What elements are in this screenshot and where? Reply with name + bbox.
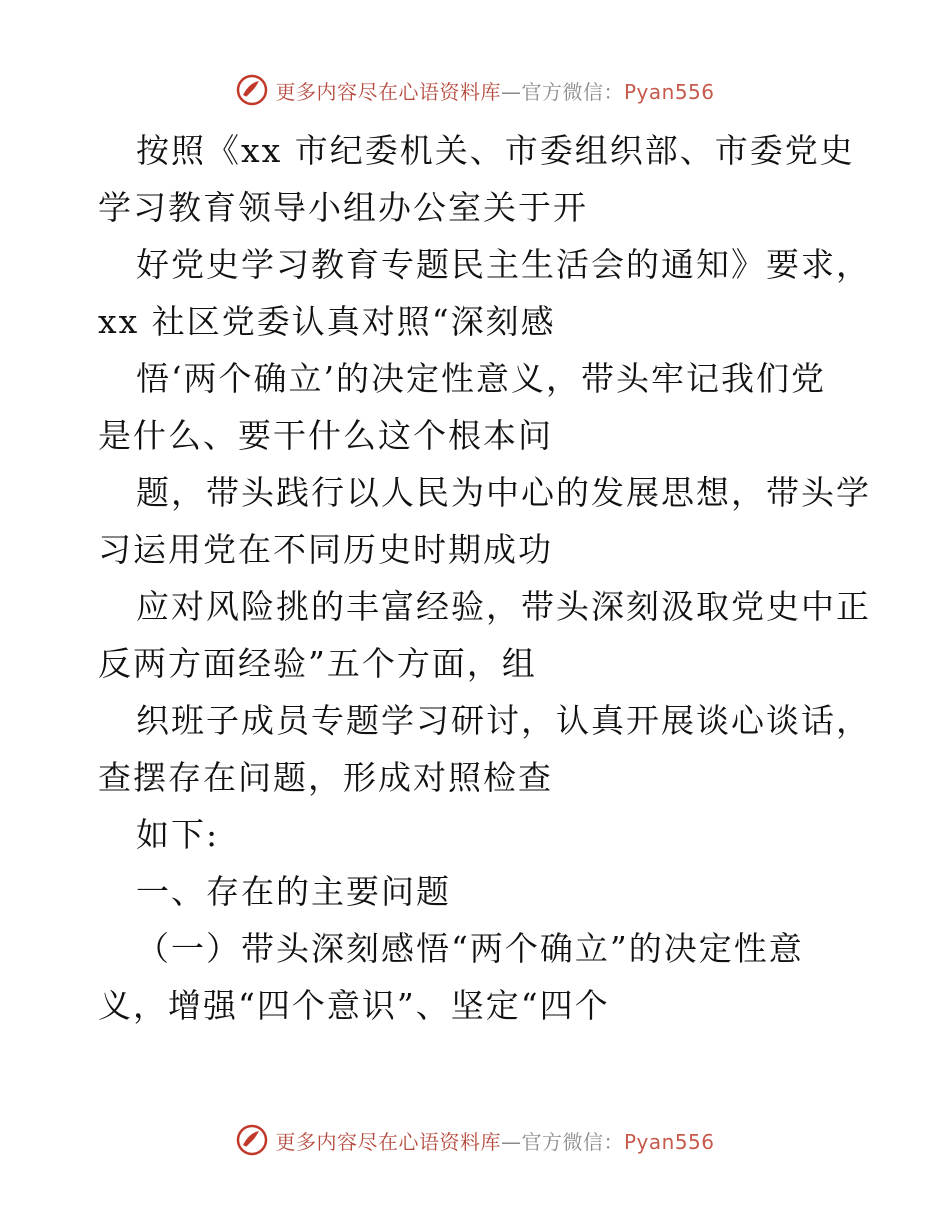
- subsection-heading: （一）带头深刻感悟“两个确立”的决定性意: [136, 929, 804, 968]
- body-line-16: 义，增强“四个意识”、坚定“四个: [98, 986, 610, 1025]
- body-line-11: 织班子成员专题学习研讨，认真开展谈心谈话，: [136, 701, 871, 740]
- section-heading: 一、存在的主要问题: [136, 872, 451, 911]
- body-line-9: 应对风险挑的丰富经验，带头深刻汲取党史中正: [136, 587, 871, 626]
- watermark-header: [0, 70, 950, 110]
- body-line-6: 是什么、要干什么这个根本问: [98, 416, 553, 455]
- body-line-13: 如下:: [136, 815, 220, 854]
- brand-logo-icon: [235, 1123, 269, 1157]
- body-line-10: 反两方面经验”五个方面，组: [98, 644, 537, 683]
- watermark-text: 更多内容尽在心语资料库—官方微信：Pyan556: [275, 1129, 715, 1154]
- body-line-12: 查摆存在问题，形成对照检查: [98, 758, 553, 797]
- body-line-7: 题，带头践行以人民为中心的发展思想，带头学: [136, 473, 871, 512]
- body-line-3: 好党史学习教育专题民主生活会的通知》要求，: [136, 245, 871, 284]
- watermark-text: 更多内容尽在心语资料库—官方微信：Pyan556: [275, 79, 715, 104]
- body-line-4: xx 社区党委认真对照“深刻感: [98, 302, 556, 341]
- body-line-5: 悟‘两个确立’的决定性意义，带头牢记我们党: [136, 359, 826, 398]
- brand-logo-icon: [235, 73, 269, 107]
- body-line-2: 学习教育领导小组办公室关于开: [98, 188, 588, 227]
- body-line-8: 习运用党在不同历史时期成功: [98, 530, 553, 569]
- watermark-footer: [0, 1120, 950, 1160]
- document-body: [98, 122, 871, 1034]
- body-line-1: 按照《xx 市纪委机关、市委组织部、市委党史: [136, 131, 855, 170]
